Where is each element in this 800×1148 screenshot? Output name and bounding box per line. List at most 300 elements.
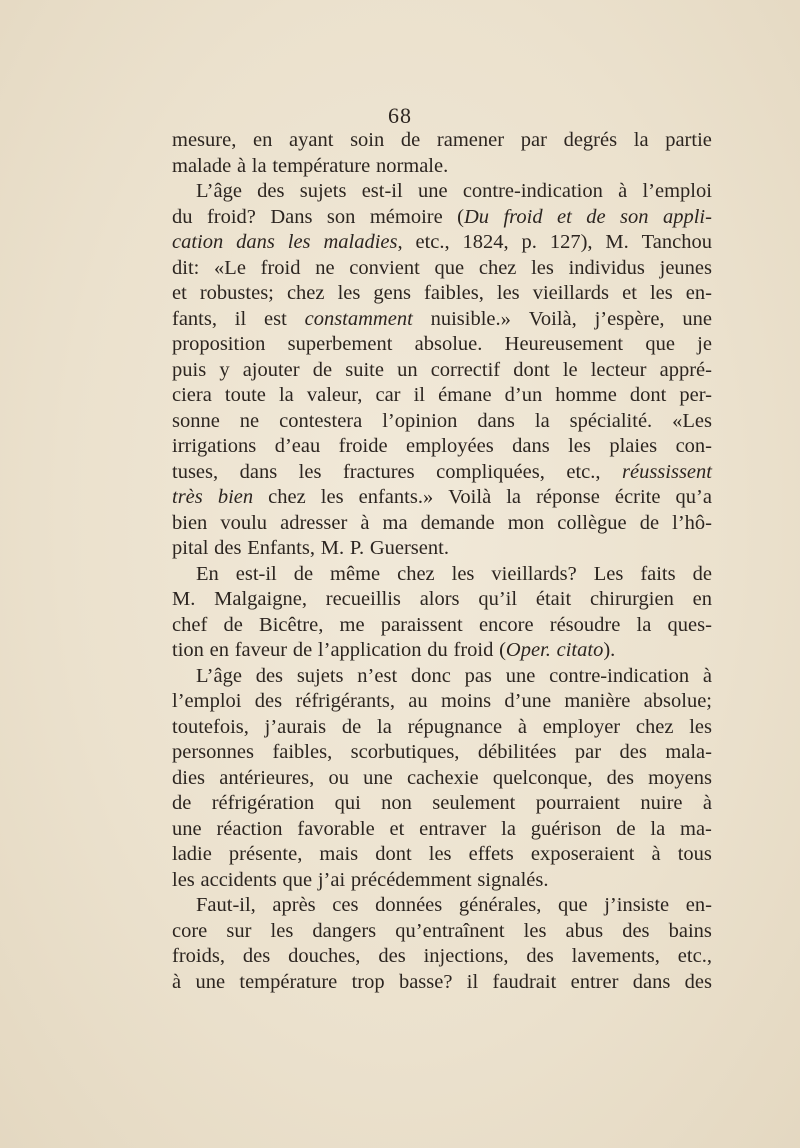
word: «Le <box>214 256 246 279</box>
word: il <box>466 970 479 993</box>
word: dans <box>239 460 278 483</box>
word: chez <box>268 486 306 508</box>
word: et <box>389 817 405 840</box>
word: des <box>622 919 650 942</box>
word: En <box>196 562 219 585</box>
word: pourraient <box>535 792 621 814</box>
word: normale. <box>375 154 449 177</box>
word: basse? <box>398 970 453 993</box>
word: pital <box>172 537 209 559</box>
word: la <box>506 486 522 508</box>
word: par <box>574 741 602 763</box>
word: vieillards? <box>491 562 577 585</box>
word: des <box>526 945 554 967</box>
text-line <box>172 434 712 460</box>
word: cachexie <box>406 766 479 789</box>
word: Bicêtre, <box>259 613 324 636</box>
word: à <box>172 970 182 993</box>
word: individus <box>568 256 645 279</box>
word: une <box>195 970 226 993</box>
word: précédemment <box>350 868 472 891</box>
word: entrer <box>570 970 619 993</box>
word: à <box>702 792 712 814</box>
word: chez <box>397 562 435 585</box>
word: d’une <box>504 690 552 712</box>
word: collègue <box>557 511 627 534</box>
word: ramener <box>436 129 505 151</box>
word: d’un <box>504 384 543 406</box>
word: le <box>562 358 578 381</box>
word: seulement <box>432 792 516 814</box>
word: bien <box>172 511 208 534</box>
word: est <box>264 307 287 330</box>
word: recueillis <box>325 588 401 610</box>
word: Dans <box>270 205 313 228</box>
word: dit: <box>172 256 200 279</box>
word: chez <box>286 282 325 304</box>
word: appré- <box>659 358 712 381</box>
word: n’est <box>357 664 398 687</box>
word: spécialité. <box>569 409 653 432</box>
text-line <box>172 281 712 307</box>
word: à <box>236 154 247 177</box>
word: douches, <box>288 945 361 967</box>
word: contestera <box>279 409 363 432</box>
word: me <box>339 613 365 636</box>
word: sur <box>226 919 252 942</box>
word: un <box>397 358 418 381</box>
word: qu’a <box>675 486 712 508</box>
word: plaies <box>609 435 658 457</box>
word: les <box>649 282 673 304</box>
word: réaction <box>216 817 283 840</box>
word: (Du <box>457 205 490 228</box>
word: ladie <box>172 843 212 865</box>
word: Heureusement <box>504 333 624 355</box>
word: réfrigération <box>211 792 315 814</box>
word: suite <box>345 358 384 381</box>
word: antérieures, <box>219 766 315 789</box>
word: une <box>682 307 712 330</box>
word: les <box>337 282 361 304</box>
word: les <box>689 715 712 738</box>
text-line <box>172 230 712 256</box>
word: la <box>650 817 666 840</box>
word: dont <box>513 358 550 381</box>
word: lavements, <box>571 945 660 967</box>
word: de <box>223 613 243 636</box>
word: j’ai <box>317 868 346 891</box>
text-line <box>172 205 712 231</box>
word: enfants.» <box>358 486 434 508</box>
word: les <box>523 919 547 942</box>
word: abus <box>565 919 604 942</box>
word: son <box>326 205 356 228</box>
word: qu’entraînent <box>395 919 505 942</box>
word: bien <box>217 486 254 508</box>
word: très <box>172 486 203 508</box>
word: ou <box>328 766 349 789</box>
text-line <box>172 307 712 333</box>
word: entraver <box>419 817 487 840</box>
word: constamment <box>304 307 413 330</box>
word: L’âge <box>196 664 242 687</box>
word: la <box>377 715 392 738</box>
word: tion <box>172 639 204 661</box>
text-line <box>172 868 712 894</box>
word: de <box>400 129 421 151</box>
word: trop <box>351 970 385 993</box>
word: (Oper. <box>499 639 551 661</box>
word: tous <box>677 843 712 865</box>
word: dont <box>375 843 412 865</box>
word: chez <box>635 715 674 738</box>
page-number: 68 <box>388 103 412 128</box>
word: ne <box>315 256 335 279</box>
word: dont <box>629 384 667 406</box>
word: des <box>214 537 242 559</box>
text-line <box>172 944 712 970</box>
text-line <box>172 638 712 664</box>
word: favorable <box>297 817 375 840</box>
word: dies <box>172 766 206 789</box>
word: à <box>517 715 527 738</box>
word: nuire <box>640 792 683 814</box>
text-line <box>172 613 712 639</box>
word: per- <box>679 384 712 406</box>
text-line <box>172 460 712 486</box>
word: est-il <box>361 180 403 202</box>
word: signalés. <box>477 868 549 891</box>
text-line <box>172 536 712 562</box>
word: Tanchou <box>641 231 712 253</box>
word: M. <box>605 231 629 253</box>
word: résoudre <box>549 613 621 636</box>
word: injections, <box>423 945 509 967</box>
word: mesure, <box>172 129 237 151</box>
word: de <box>312 358 333 381</box>
word: la <box>636 613 652 636</box>
word: et <box>557 205 572 228</box>
word: données <box>375 894 443 916</box>
word: froids, <box>172 945 225 967</box>
word: des <box>606 766 634 789</box>
word: en <box>692 588 712 610</box>
word: voulu <box>220 511 268 534</box>
word: température <box>272 154 371 177</box>
word: etc., <box>566 460 601 483</box>
text-line <box>172 562 712 588</box>
word: du <box>427 639 448 661</box>
word: irrigations <box>172 435 257 457</box>
word: des <box>257 180 285 202</box>
word: M. <box>320 537 345 559</box>
text-line <box>172 485 712 511</box>
text-line <box>172 383 712 409</box>
word: robustes; <box>199 282 274 304</box>
word: absolue. <box>414 333 483 355</box>
text-line <box>172 511 712 537</box>
word: contre-indication <box>549 664 690 687</box>
word: par <box>520 129 547 151</box>
word: P. <box>349 537 365 559</box>
word: il <box>413 384 425 406</box>
text-line <box>172 842 712 868</box>
word: 1824, <box>462 231 509 253</box>
word: moyens <box>648 766 712 789</box>
word: mais <box>319 843 359 865</box>
word: chef <box>172 613 208 636</box>
word: dans <box>477 409 515 432</box>
text-line <box>172 358 712 384</box>
text-line <box>172 154 712 180</box>
word: M. <box>172 588 196 610</box>
word: l’opinion <box>382 409 458 432</box>
word: à <box>651 843 661 865</box>
word: j’espère, <box>594 307 665 330</box>
word: «Les <box>672 409 712 432</box>
word: p. <box>521 231 537 253</box>
word: fractures <box>342 460 415 483</box>
word: les <box>270 919 294 942</box>
word: la <box>278 384 294 406</box>
word: exposeraient <box>530 843 635 865</box>
word: manière <box>564 690 631 712</box>
word: demande <box>420 511 495 534</box>
word: contre-indication <box>462 180 603 202</box>
word: Enfants, <box>247 537 315 559</box>
word: faveur <box>234 639 288 661</box>
word: après <box>272 894 316 916</box>
word: que <box>558 894 588 916</box>
text-line <box>172 893 712 919</box>
word: je <box>697 333 712 355</box>
word: degrés <box>563 129 618 151</box>
word: chez <box>478 256 517 279</box>
word: faibles, <box>272 741 333 763</box>
word: soin <box>350 129 385 151</box>
word: sujets <box>296 664 344 687</box>
word: L’âge <box>196 180 242 202</box>
text-line <box>172 766 712 792</box>
word: adresser <box>280 511 348 534</box>
word: à <box>618 180 628 202</box>
word: malade <box>172 154 232 177</box>
word: fants, <box>172 307 217 330</box>
word: non <box>381 792 412 814</box>
word: de <box>341 715 362 738</box>
word: à <box>702 664 712 687</box>
word: l’hô- <box>672 511 712 534</box>
word: générales, <box>458 894 542 916</box>
text-line <box>172 664 712 690</box>
word: encore <box>478 613 534 636</box>
word: personnes <box>172 741 254 763</box>
word: froid <box>453 639 494 661</box>
word: des <box>242 945 271 967</box>
word: 127), <box>549 231 593 253</box>
word: core <box>172 919 208 942</box>
word: ciera <box>172 384 212 406</box>
word: accidents <box>200 868 277 891</box>
word: Les <box>593 562 624 585</box>
word: ques- <box>667 613 712 636</box>
word: de <box>292 639 313 661</box>
word: débilitées <box>477 741 557 763</box>
word: émane <box>438 384 492 406</box>
word: de <box>172 792 192 814</box>
word: écrite <box>614 486 661 508</box>
word: j’aurais <box>264 715 327 738</box>
text-line <box>172 587 712 613</box>
word: il <box>234 307 247 330</box>
word: y <box>219 358 230 381</box>
word: ces <box>332 894 359 916</box>
word: ajouter <box>242 358 300 381</box>
word: puis <box>172 358 207 381</box>
word: mon <box>507 511 545 534</box>
word: chirurgien <box>589 588 674 610</box>
word: de <box>586 205 606 228</box>
text-line <box>172 919 712 945</box>
word: froid <box>260 256 301 279</box>
word: l’application <box>317 639 422 661</box>
text-line <box>172 740 712 766</box>
word: des <box>619 741 647 763</box>
word: température <box>239 970 338 993</box>
word: et <box>172 282 187 304</box>
text-line <box>172 256 712 282</box>
word: Guersent. <box>369 537 449 559</box>
word: homme <box>555 384 617 406</box>
word: est-il <box>235 562 277 585</box>
word: gens <box>373 282 411 304</box>
word: Malgaigne, <box>214 588 307 610</box>
word: du <box>172 205 193 228</box>
text-line <box>172 791 712 817</box>
text-line <box>172 332 712 358</box>
word: et <box>622 282 637 304</box>
word: car <box>375 384 401 406</box>
word: proposition <box>172 333 266 355</box>
word: de <box>639 511 660 534</box>
word: en- <box>685 894 712 916</box>
word: toute <box>224 384 266 406</box>
word: réponse <box>536 486 600 508</box>
word: sonne <box>172 409 220 432</box>
word: d’eau <box>274 435 321 457</box>
word: ne <box>239 409 260 432</box>
word: de <box>692 562 712 585</box>
word: la <box>501 817 516 840</box>
word: les <box>496 282 520 304</box>
word: une <box>172 817 202 840</box>
word: con- <box>675 435 712 457</box>
word: les <box>568 435 591 457</box>
word: faudrait <box>492 970 557 993</box>
word: toutefois, <box>172 715 249 738</box>
word: employées <box>406 435 494 457</box>
word: faits <box>640 562 676 585</box>
text-line <box>172 689 712 715</box>
word: des <box>254 690 283 712</box>
word: Faut-il, <box>196 894 256 916</box>
word: l’emploi <box>642 180 712 202</box>
word: froid <box>503 205 543 228</box>
word: tuses, <box>172 460 219 483</box>
word: la <box>534 409 550 432</box>
word: correctif <box>430 358 501 381</box>
word: de <box>616 817 636 840</box>
word: froide <box>338 435 388 457</box>
word: citato). <box>556 639 616 661</box>
word: quelconque, <box>492 766 593 789</box>
word: ma <box>382 511 408 534</box>
word: les <box>298 460 322 483</box>
word: qu’il <box>478 588 518 610</box>
word: moins <box>440 690 492 712</box>
word: qui <box>334 792 361 814</box>
word: etc., <box>415 231 450 253</box>
word: de <box>293 562 314 585</box>
word: ayant <box>289 129 334 151</box>
word: que <box>434 256 465 279</box>
word: employer <box>542 715 621 738</box>
word: des <box>684 970 712 993</box>
word: vieillards <box>532 282 610 304</box>
word: appli- <box>662 205 712 228</box>
word: les <box>172 868 195 891</box>
word: présente, <box>228 843 303 865</box>
word: maladies, <box>323 231 403 253</box>
word: etc., <box>677 945 712 967</box>
word: donc <box>410 664 451 687</box>
word: des <box>255 664 284 687</box>
word: pas <box>464 664 492 687</box>
word: dans <box>236 231 275 253</box>
word: j’insiste <box>604 894 670 916</box>
word: bains <box>668 919 712 942</box>
word: une <box>505 664 536 687</box>
word: réussissent <box>622 460 712 483</box>
word: au <box>408 690 428 712</box>
word: valeur, <box>306 384 363 406</box>
text-line <box>172 128 712 154</box>
word: alors <box>419 588 460 610</box>
word: dans <box>632 970 671 993</box>
text-line <box>172 817 712 843</box>
word: en- <box>685 282 712 304</box>
word: les <box>531 256 554 279</box>
word: une <box>417 180 448 202</box>
word: même <box>330 562 381 585</box>
word: dans <box>512 435 550 457</box>
word: les <box>428 843 452 865</box>
word: convient <box>349 256 420 279</box>
word: l’emploi <box>172 690 242 712</box>
word: jeunes <box>659 256 712 279</box>
word: les <box>320 486 344 508</box>
word: en <box>209 639 229 661</box>
word: en <box>252 129 273 151</box>
word: que <box>645 333 675 355</box>
word: paraissent <box>380 613 463 636</box>
word: Voilà, <box>528 307 577 330</box>
word: une <box>363 766 393 789</box>
word: nuisible.» <box>430 307 511 330</box>
word: mémoire <box>369 205 443 228</box>
word: les <box>451 562 475 585</box>
